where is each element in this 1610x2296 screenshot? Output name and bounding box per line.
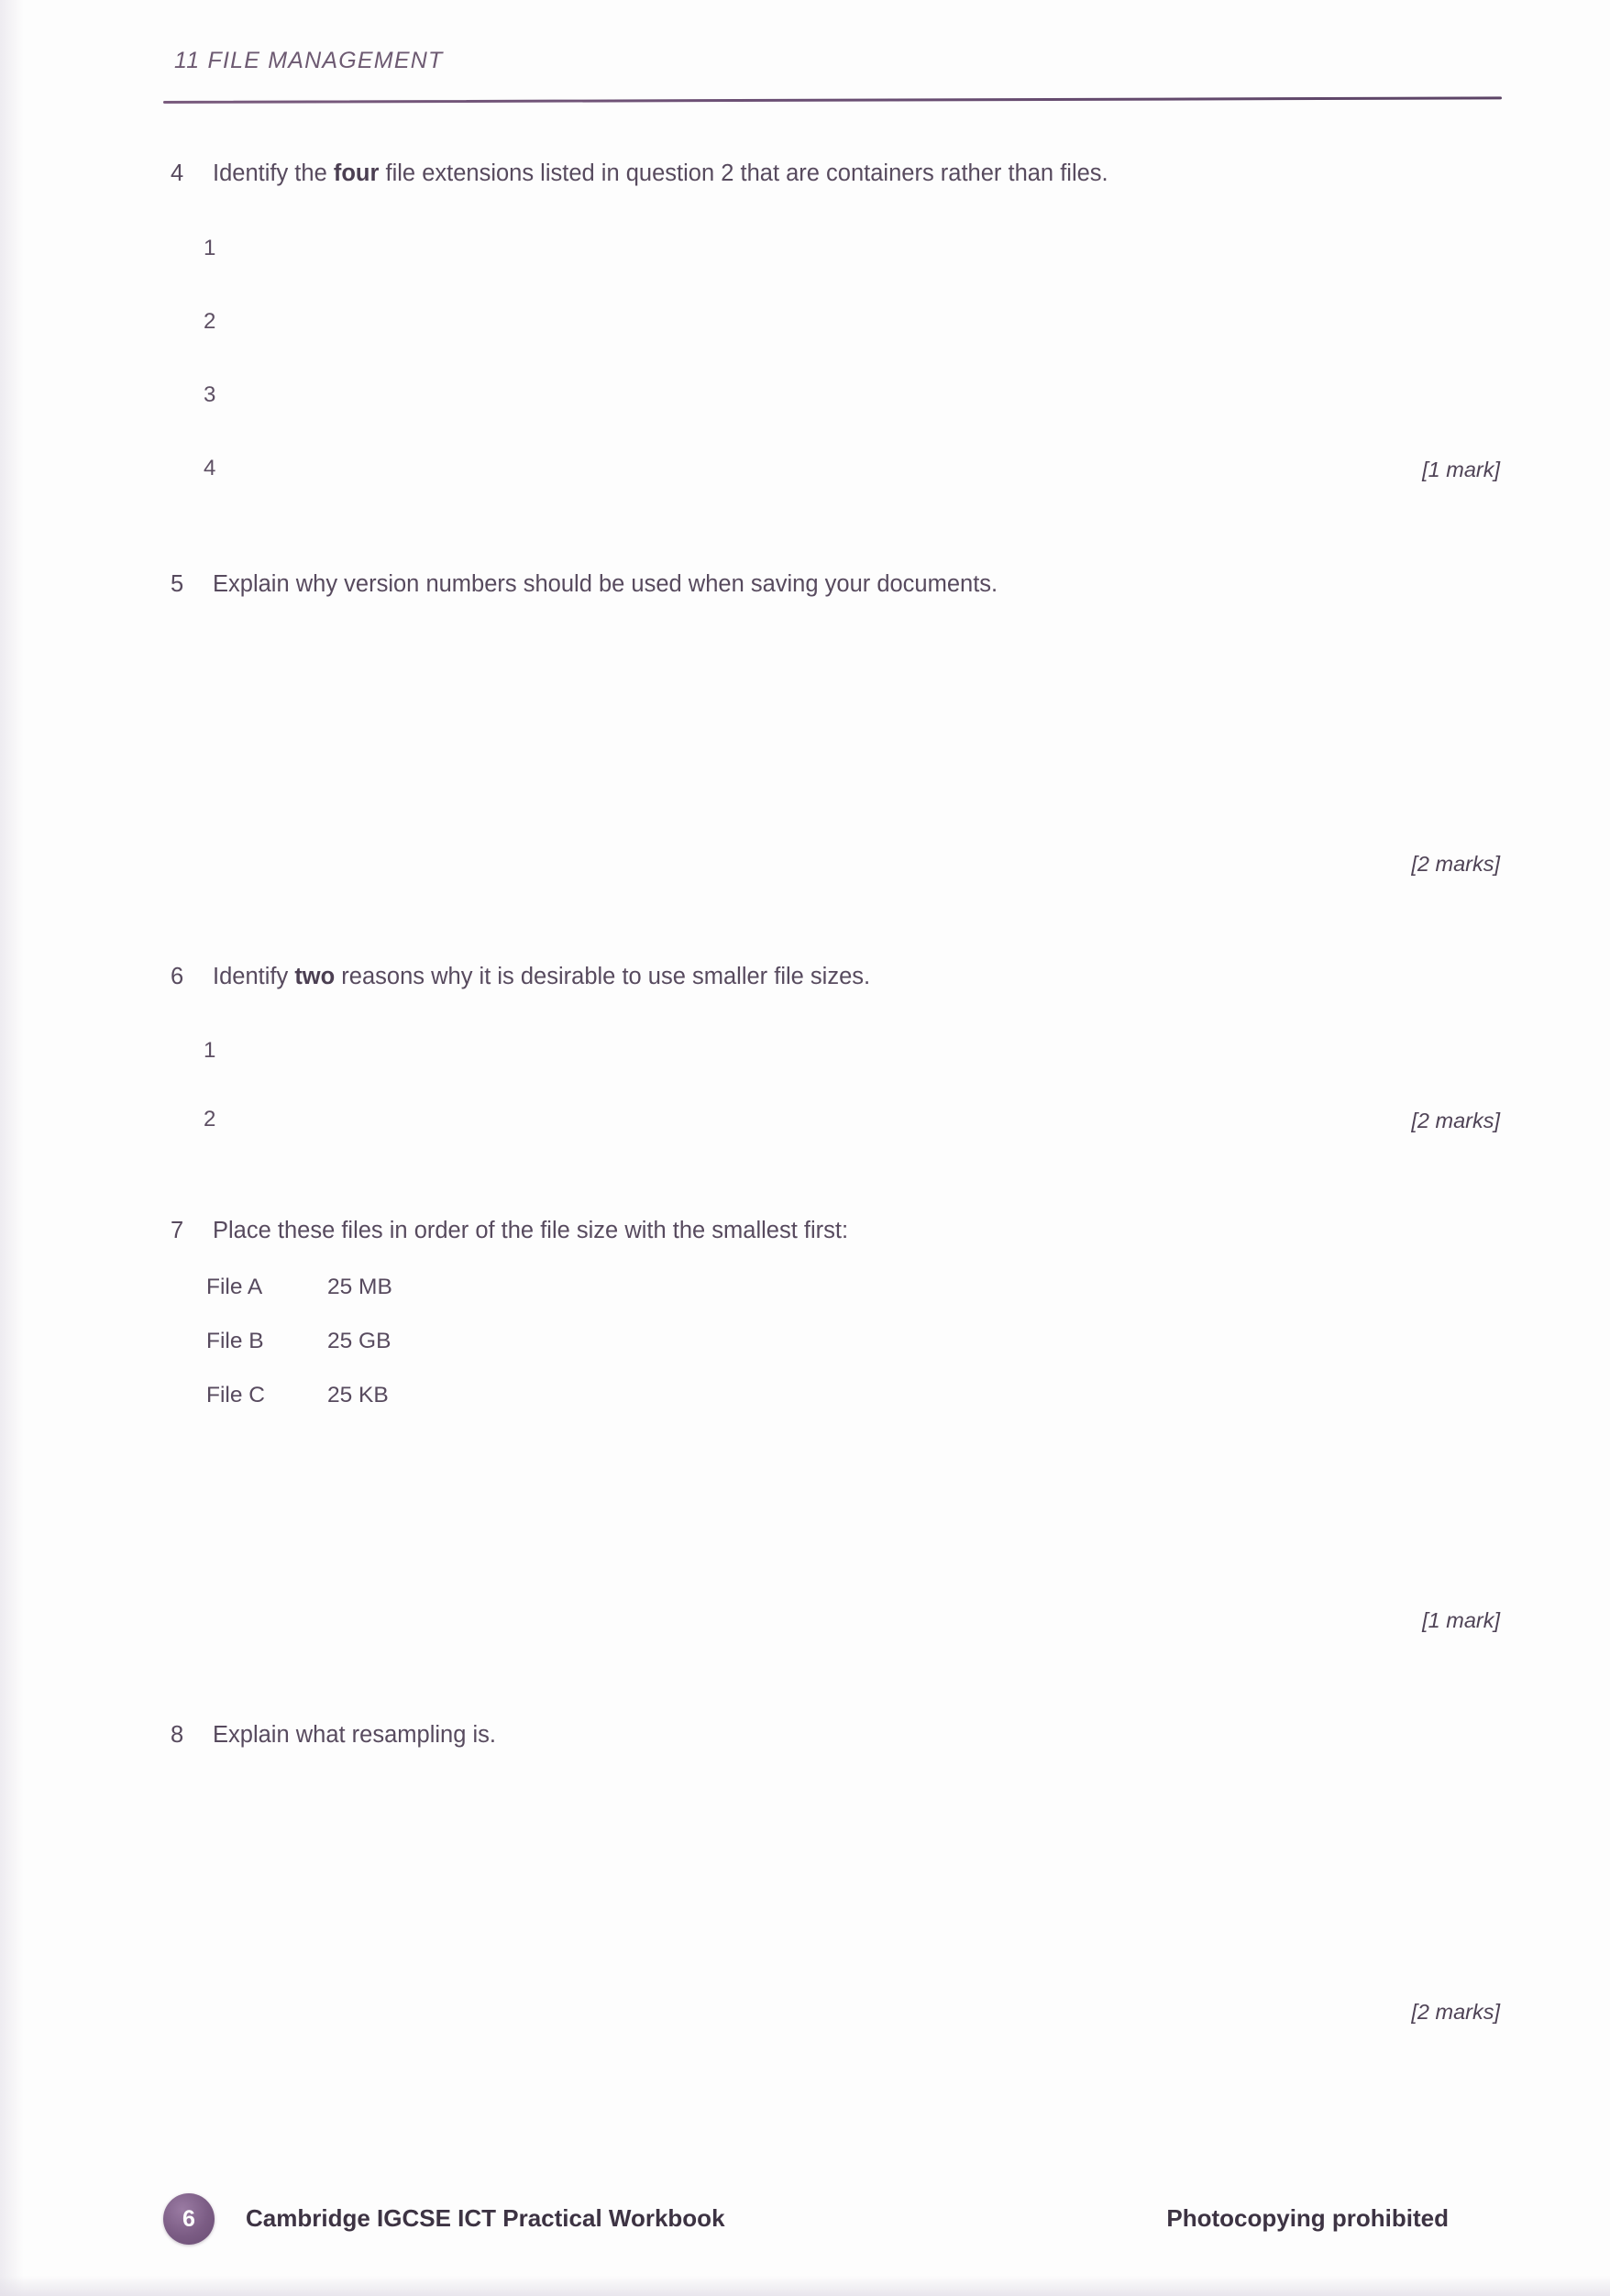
question-6-text-part1: Identify <box>213 964 295 989</box>
dotted-rule[interactable] <box>220 2007 1398 2024</box>
dotted-rule[interactable] <box>220 859 1398 876</box>
question-4-bold-word: four <box>333 160 380 186</box>
dotted-rule[interactable] <box>220 1616 1409 1632</box>
answer-index: 4 <box>204 456 216 480</box>
question-8-text: Explain what resampling is. <box>213 1722 496 1748</box>
answer-line[interactable] <box>220 642 1500 669</box>
page-number-badge: 6 <box>163 2193 215 2245</box>
question-7-text: Place these files in order of the file size with the smallest first: <box>213 1218 849 1243</box>
file-size: 25 GB <box>327 1329 391 1353</box>
file-size: 25 KB <box>327 1383 389 1407</box>
marks-label: [2 marks] <box>1411 1108 1500 1132</box>
marks-label: [1 mark] <box>1422 457 1500 481</box>
answer-line[interactable] <box>220 1605 1500 1632</box>
dotted-rule[interactable] <box>227 1116 1398 1132</box>
dotted-rule[interactable] <box>227 392 1500 408</box>
header-rule <box>163 96 1502 104</box>
answer-line[interactable] <box>204 307 1500 335</box>
answer-index: 1 <box>204 236 216 260</box>
question-6-bold-word: two <box>294 964 336 989</box>
file-name: File C <box>206 1383 265 1407</box>
footer-copyright-notice: Photocopying prohibited <box>1166 2204 1449 2232</box>
file-size: 25 MB <box>327 1275 392 1299</box>
question-6-heading <box>0 961 1610 992</box>
file-list-item <box>206 1329 391 1354</box>
dotted-rule[interactable] <box>227 245 1500 261</box>
answer-line[interactable] <box>220 1790 1500 1817</box>
dotted-rule[interactable] <box>220 1870 1500 1886</box>
question-4-number: 4 <box>171 160 184 186</box>
footer-book-title: Cambridge IGCSE ICT Practical Workbook <box>246 2204 725 2232</box>
marks-label: [2 marks] <box>1411 851 1500 876</box>
running-head: 11 FILE MANAGEMENT <box>174 48 444 73</box>
question-4 <box>0 158 1610 189</box>
question-4-text-part1: Identify the <box>213 160 334 186</box>
dotted-rule[interactable] <box>220 1801 1500 1817</box>
question-6-text <box>213 961 870 992</box>
question-8-heading <box>0 1719 1610 1750</box>
question-4-heading <box>0 158 1610 189</box>
marks-label: [2 marks] <box>1411 1999 1500 2024</box>
answer-line[interactable] <box>204 234 1500 261</box>
question-7-heading <box>0 1215 1610 1246</box>
dotted-rule[interactable] <box>220 722 1500 738</box>
question-5-heading <box>0 568 1610 600</box>
question-6-number: 6 <box>171 964 184 989</box>
file-list-item <box>206 1275 392 1300</box>
question-8 <box>0 1719 1610 1750</box>
answer-line[interactable] <box>220 848 1500 876</box>
question-6 <box>0 961 1610 992</box>
question-8-number: 8 <box>171 1722 184 1748</box>
answer-index: 1 <box>204 1038 216 1063</box>
question-5 <box>0 568 1610 600</box>
question-6-text-part2: reasons why it is desirable to use smaller file sizes. <box>335 964 871 989</box>
answer-line[interactable] <box>220 779 1500 807</box>
answer-index: 2 <box>204 309 216 334</box>
answer-line[interactable] <box>220 711 1500 738</box>
question-5-number: 5 <box>171 571 184 597</box>
answer-line[interactable] <box>220 1467 1500 1495</box>
answer-index: 3 <box>204 382 216 407</box>
dotted-rule[interactable] <box>227 1047 1500 1064</box>
marks-label: [1 mark] <box>1422 1607 1500 1632</box>
question-5-text: Explain why version numbers should be used when saving your documents. <box>213 571 998 597</box>
file-list-item <box>206 1383 389 1408</box>
scan-edge-shadow-left <box>0 0 24 2296</box>
answer-line[interactable] <box>220 1927 1500 1955</box>
file-name: File B <box>206 1329 264 1353</box>
file-name: File A <box>206 1275 263 1299</box>
dotted-rule[interactable] <box>220 1938 1500 1955</box>
question-4-text <box>213 158 1108 189</box>
question-4-text-part2: file extensions listed in question 2 that are containers rather than files. <box>379 160 1108 186</box>
answer-index: 2 <box>204 1107 216 1131</box>
dotted-rule[interactable] <box>227 318 1500 335</box>
question-7 <box>0 1215 1610 1246</box>
scan-edge-shadow-bottom <box>0 2276 1610 2296</box>
dotted-rule[interactable] <box>220 1547 1500 1563</box>
dotted-rule[interactable] <box>220 1478 1500 1495</box>
answer-line[interactable] <box>204 1105 1500 1132</box>
question-7-number: 7 <box>171 1218 184 1243</box>
dotted-rule[interactable] <box>220 790 1500 807</box>
answer-line[interactable] <box>204 1036 1500 1064</box>
answer-line[interactable] <box>220 1536 1500 1563</box>
answer-line[interactable] <box>220 1996 1500 2024</box>
answer-line[interactable] <box>220 1859 1500 1886</box>
dotted-rule[interactable] <box>227 465 1409 481</box>
dotted-rule[interactable] <box>220 653 1500 669</box>
answer-line[interactable] <box>204 381 1500 408</box>
answer-line[interactable] <box>204 454 1500 481</box>
